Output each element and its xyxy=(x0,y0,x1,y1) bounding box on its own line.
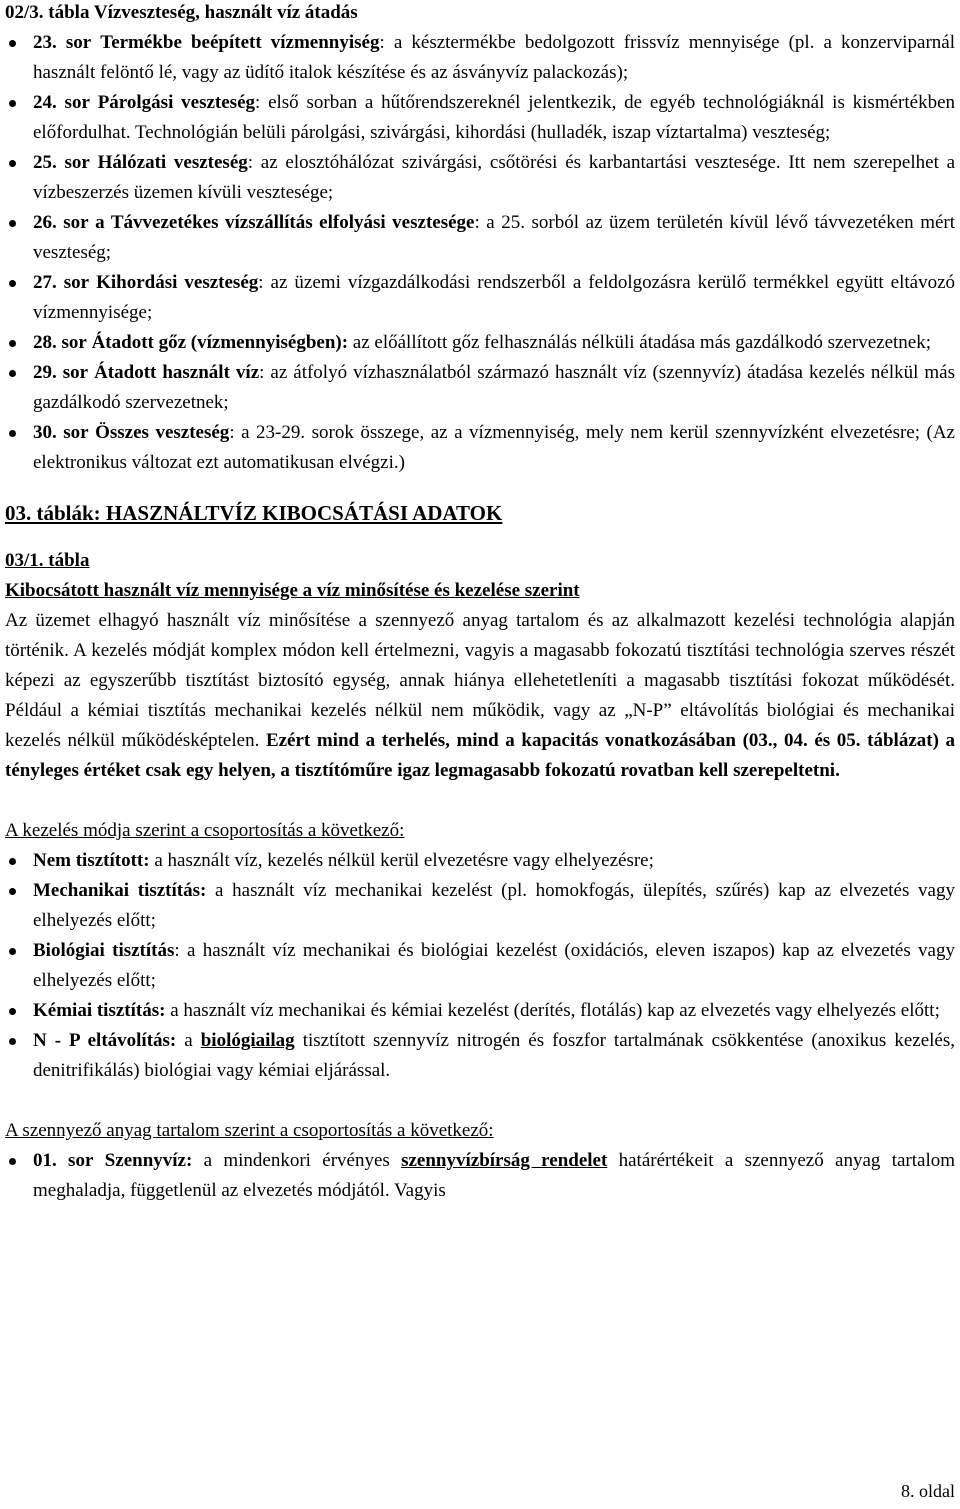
list-item xyxy=(5,328,955,358)
pollutant-text: a mindenkori érvényes xyxy=(192,1150,402,1171)
bullet-icon xyxy=(9,340,16,347)
list-item xyxy=(5,268,955,328)
bullet-icon xyxy=(9,888,16,895)
list-item xyxy=(5,846,955,876)
row-description: : a késztermékbe bedolgozott frissvíz mennyisége (pl. a konzerviparnál használt felöntő lé, vagy az üdítő italok készítése és az ásványvíz palackozás); xyxy=(33,32,956,83)
row-number: 24. sor xyxy=(33,92,90,113)
list-item xyxy=(5,936,955,996)
table-label-03-1: 03/1. tábla xyxy=(5,550,90,571)
section-title-03: 03. táblák: HASZNÁLTVÍZ KIBOCSÁTÁSI ADATOK xyxy=(5,501,503,525)
row-description: : a 25. sorból az üzem területén kívül lévő távvezetéken mért veszteség; xyxy=(33,212,956,263)
bullet-icon xyxy=(9,40,16,47)
treatment-term: Nem tisztított: xyxy=(33,850,150,871)
treatment-term: Mechanikai tisztítás: xyxy=(33,880,207,901)
treatment-text: a használt víz, kezelés nélkül kerül elvezetésre vagy elhelyezésre; xyxy=(149,850,654,871)
bullet-icon xyxy=(9,1008,16,1015)
treatment-text: a használt víz mechanikai és kémiai kezelést (derítés, flotálás) kap az elvezetés vagy elhelyezés előtt; xyxy=(165,1000,940,1021)
table-subtitle: Kibocsátott használt víz mennyisége a víz minősítése és kezelése szerint xyxy=(5,580,580,601)
row-number: 01. sor xyxy=(33,1150,94,1171)
list-item xyxy=(5,358,955,418)
treatment-term: Biológiai tisztítás xyxy=(33,940,175,961)
list-item xyxy=(5,996,955,1026)
grouping-title-treatment: A kezelés módja szerint a csoportosítás a következő: xyxy=(5,820,405,841)
row-title: a Távvezetékes vízszállítás elfolyási vesztesége xyxy=(95,212,475,233)
bullet-icon xyxy=(9,1038,16,1045)
list-item xyxy=(5,876,955,936)
treatment-emphasis: biológiailag xyxy=(200,1030,295,1051)
grouping-title-pollutant: A szennyező anyag tartalom szerint a csoportosítás a következő: xyxy=(5,1120,494,1141)
list-item xyxy=(5,88,955,148)
row-number: 30. sor xyxy=(33,422,89,443)
list-item xyxy=(5,1146,955,1206)
treatment-term: N - P eltávolítás: xyxy=(33,1030,177,1051)
row-number: 29. sor xyxy=(33,362,89,383)
intro-text: Az üzemet elhagyó használt víz minősítése a szennyező anyag tartalom és az alkalmazott kezelési technológia alapján történik. A kezelés módját komplex módon kell értelmezni, vagyis a magasabb fokozatú tisztítási technológia szerves részét képezi az egyszerűbb tisztítást biztosító egység, annak hiánya ellehetetleníti a magasabb tisztítási fokozat működését. Például a kémiai tisztítás mechanikai kezelés nélkül nem működik, vagy az „N-P” eltávolítás biológiai és mechanikai kezelés nélkül működésképtelen. xyxy=(5,610,955,751)
row-description: : az üzemi vízgazdálkodási rendszerből a feldolgozásra kerülő termékkel együtt eltávozó vízmennyisége; xyxy=(33,272,956,323)
pollutant-emphasis: szennyvízbírság rendelet xyxy=(401,1150,608,1171)
bullet-icon xyxy=(9,280,16,287)
row-title: Hálózati veszteség xyxy=(97,152,248,173)
row-title: Átadott használt víz xyxy=(94,362,260,383)
intro-paragraph xyxy=(5,606,955,786)
list-item xyxy=(5,208,955,268)
row-number: 25. sor xyxy=(33,152,90,173)
table-heading-02-3: 02/3. tábla Vízveszteség, használt víz átadás xyxy=(5,2,358,23)
treatment-text: a xyxy=(176,1030,201,1051)
row-description: : első sorban a hűtőrendszereknél jelentkezik, de egyéb technológiáknál is kismértékben előfordulhat. Technológián belüli párolgási, szivárgási, kihordási (hulladék, iszap víztartalma) veszteség; xyxy=(33,92,956,143)
row-description: az előállított gőz felhasználás nélküli átadása más gazdálkodó szervezetnek; xyxy=(348,332,931,353)
row-definitions-list xyxy=(5,28,955,478)
document-page xyxy=(5,0,955,1206)
list-item xyxy=(5,28,955,88)
pollutant-term: Szennyvíz: xyxy=(104,1150,193,1171)
list-item xyxy=(5,148,955,208)
bullet-icon xyxy=(9,858,16,865)
page-number: 8. oldal xyxy=(901,1481,955,1501)
row-number: 23. sor xyxy=(33,32,92,53)
row-description: : az elosztóhálózat szivárgási, csőtörési és karbantartási vesztesége. Itt nem szerepelhet a vízbeszerzés üzemen kívüli vesztesége; xyxy=(33,152,956,203)
pollutant-list xyxy=(5,1146,955,1206)
row-title: Kihordási veszteség xyxy=(96,272,259,293)
pollutant-text: határértékeit a szennyező anyag tartalom meghaladja, függetlenül az elvezetés módjától. Vagyis xyxy=(33,1150,956,1201)
bullet-icon xyxy=(9,430,16,437)
list-item xyxy=(5,418,955,478)
treatment-text: : a használt víz mechanikai és biológiai kezelést (oxidációs, eleven iszapos) kap az elvezetés vagy elhelyezés előtt; xyxy=(33,940,955,991)
row-title: Termékbe beépített vízmennyiség xyxy=(100,32,380,53)
treatment-list xyxy=(5,846,955,1086)
row-description: : az átfolyó vízhasználatból származó használt víz (szennyvíz) átadása kezelés nélkül más gazdálkodó szervezetnek; xyxy=(33,362,955,413)
row-title: Összes veszteség xyxy=(95,422,230,443)
row-number: 26. sor xyxy=(33,212,89,233)
row-number: 27. sor xyxy=(33,272,90,293)
row-description: : a 23-29. sorok összege, az a vízmennyiség, mely nem kerül szennyvízként elvezetésre; (Az elektronikus változat ezt automatikusan elvégzi.) xyxy=(33,422,955,473)
bullet-icon xyxy=(9,160,16,167)
row-title: Átadott gőz (vízmennyiségben): xyxy=(91,332,349,353)
treatment-text: tisztított szennyvíz nitrogén és foszfor tartalmának csökkentése (anoxikus kezelés, denitrifikálás) biológiai vagy kémiai eljárással. xyxy=(33,1030,955,1081)
treatment-text: a használt víz mechanikai kezelést (pl. homokfogás, ülepítés, szűrés) kap az elvezetés vagy elhelyezés előtt; xyxy=(33,880,955,931)
list-item xyxy=(5,1026,955,1086)
row-number: 28. sor xyxy=(33,332,87,353)
bullet-icon xyxy=(9,1158,16,1165)
treatment-term: Kémiai tisztítás: xyxy=(33,1000,166,1021)
intro-bold-text: Ezért mind a terhelés, mind a kapacitás vonatkozásában (03., 04. és 05. táblázat) a tényleges értéket csak egy helyen, a tisztítóműre igaz legmagasabb fokozatú rovatban kell szerepeltetni. xyxy=(5,730,956,781)
bullet-icon xyxy=(9,100,16,107)
row-title: Párolgási veszteség xyxy=(97,92,255,113)
bullet-icon xyxy=(9,370,16,377)
bullet-icon xyxy=(9,220,16,227)
bullet-icon xyxy=(9,948,16,955)
